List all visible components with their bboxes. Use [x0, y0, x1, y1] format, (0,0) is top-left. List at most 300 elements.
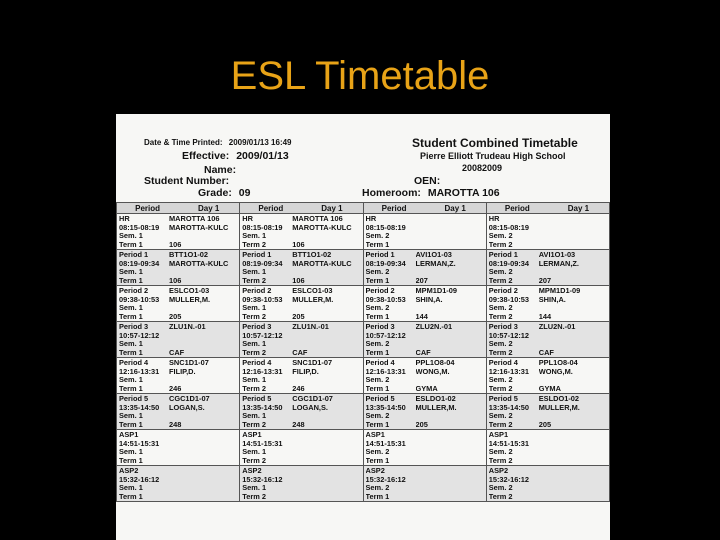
- cell-value: [292, 476, 360, 485]
- timetable-cell: [487, 286, 609, 322]
- cell-line: [119, 412, 237, 421]
- cell-value: [169, 376, 237, 385]
- cell-line: [119, 467, 237, 476]
- cell-line: [119, 251, 237, 260]
- cell-value: SNC1D1-07: [292, 359, 333, 367]
- cell-label: Period 5: [119, 395, 149, 403]
- cell-label: Term 2: [242, 384, 266, 393]
- cell-value: 106: [292, 240, 305, 249]
- cell-line: [242, 224, 360, 233]
- cell-line: [242, 332, 360, 341]
- cell-label: 08:19-09:34: [488, 259, 530, 268]
- cell-value: 248: [292, 420, 305, 429]
- cell-line: [489, 332, 607, 341]
- cell-line: [119, 493, 237, 502]
- cell-label: 09:38-10:53: [242, 295, 283, 304]
- cell-label: Term 1: [119, 492, 143, 501]
- cell-value: [416, 457, 484, 466]
- cell-value: SHIN,A.: [538, 295, 566, 304]
- school-name: Pierre Elliott Trudeau High School: [420, 151, 566, 161]
- cell-label: 15:32-16:12: [488, 475, 530, 484]
- cell-label: 10:57-12:12: [365, 331, 406, 340]
- timetable-cell: [487, 466, 609, 502]
- cell-label: Term 1: [365, 276, 390, 285]
- timetable-cell: [487, 322, 609, 358]
- cell-value: CAF: [292, 348, 308, 357]
- cell-label: Sem. 2: [488, 412, 513, 421]
- cell-value: [292, 448, 360, 457]
- timetable-cell: [240, 214, 362, 250]
- student-number-label: Student Number:: [144, 175, 230, 187]
- cell-label: 09:38-10:53: [365, 295, 406, 304]
- cell-value: CGC1D1-07: [169, 395, 210, 403]
- cell-value: [539, 304, 607, 313]
- cell-value: [169, 232, 237, 241]
- cell-line: [119, 359, 237, 368]
- cell-line: [366, 440, 484, 449]
- cell-value: ZLU2N.-01: [415, 323, 453, 331]
- header-day-label: Day 1: [444, 204, 466, 213]
- cell-value: LOGAN,S.: [169, 403, 205, 412]
- cell-line: [489, 467, 607, 476]
- cell-line: [119, 268, 237, 277]
- cell-value: [416, 476, 484, 485]
- cell-label: Period 3: [242, 323, 272, 331]
- timetable-cell: [117, 466, 239, 502]
- cell-value: [539, 215, 607, 224]
- timetable-cell: [487, 214, 609, 250]
- cell-label: ASP2: [119, 467, 139, 475]
- cell-line: [489, 296, 607, 305]
- cell-label: 08:19-09:34: [365, 259, 406, 268]
- effective-label: Effective:: [182, 150, 230, 162]
- cell-value: [416, 332, 484, 341]
- cell-line: [489, 484, 607, 493]
- cell-value: [169, 268, 237, 277]
- cell-line: [489, 340, 607, 349]
- cell-line: [119, 323, 237, 332]
- cell-value: [539, 241, 607, 250]
- cell-label: Period 3: [119, 323, 149, 331]
- cell-label: Term 2: [242, 276, 266, 285]
- cell-line: [242, 493, 360, 502]
- cell-label: Period 2: [119, 287, 149, 295]
- cell-label: Period 4: [488, 359, 518, 367]
- cell-label: Term 1: [119, 276, 143, 285]
- column-header: [364, 203, 486, 214]
- cell-line: [366, 431, 484, 440]
- cell-value: [169, 484, 237, 493]
- cell-line: [489, 395, 607, 404]
- cell-line: [366, 421, 484, 430]
- cell-line: [242, 440, 360, 449]
- cell-label: ASP2: [365, 467, 385, 475]
- cell-line: [242, 395, 360, 404]
- cell-value: 207: [415, 276, 428, 285]
- cell-line: [489, 404, 607, 413]
- student-number-line: [144, 175, 229, 187]
- cell-label: 08:15-08:19: [119, 223, 160, 232]
- oen-label: OEN:: [414, 175, 441, 187]
- cell-label: Term 1: [119, 384, 143, 393]
- timetable-cell: [487, 394, 609, 430]
- cell-value: [292, 304, 360, 313]
- cell-line: [242, 277, 360, 286]
- header-period-label: Period: [381, 204, 407, 213]
- effective-value: 2009/01/13: [236, 150, 289, 162]
- cell-label: 13:35-14:50: [119, 403, 160, 412]
- cell-label: Term 2: [488, 276, 513, 285]
- cell-value: 144: [415, 312, 428, 321]
- cell-value: [416, 241, 484, 250]
- cell-value: MPM1D1-09: [538, 287, 581, 295]
- cell-value: [416, 232, 484, 241]
- cell-line: [119, 395, 237, 404]
- cell-value: [539, 412, 607, 421]
- cell-value: [539, 493, 607, 502]
- cell-line: [242, 385, 360, 394]
- cell-line: [119, 241, 237, 250]
- cell-label: Term 2: [488, 420, 513, 429]
- cell-label: 14:51-15:31: [119, 439, 160, 448]
- cell-label: 08:15-08:19: [365, 223, 406, 232]
- cell-value: 205: [415, 420, 428, 429]
- cell-value: SNC1D1-07: [169, 359, 209, 367]
- cell-label: Sem. 1: [242, 340, 267, 349]
- header-period-label: Period: [135, 204, 161, 213]
- timetable-cell: [240, 286, 362, 322]
- cell-line: [242, 448, 360, 457]
- cell-label: ASP2: [242, 467, 262, 475]
- print-line: [144, 138, 292, 147]
- cell-value: [416, 412, 484, 421]
- cell-label: 15:32-16:12: [242, 475, 283, 484]
- name-label: Name:: [204, 164, 237, 176]
- header-period-label: Period: [504, 204, 530, 213]
- cell-label: 13:35-14:50: [242, 403, 283, 412]
- cell-line: [489, 448, 607, 457]
- cell-value: SHIN,A.: [415, 295, 443, 304]
- cell-line: [119, 304, 237, 313]
- cell-line: [119, 260, 237, 269]
- cell-label: 10:57-12:12: [242, 331, 283, 340]
- cell-value: MPM1D1-09: [415, 287, 457, 295]
- cell-label: Sem. 1: [119, 448, 143, 457]
- cell-label: Period 5: [242, 395, 272, 403]
- grade-line: [198, 187, 250, 199]
- cell-label: Sem. 2: [488, 232, 513, 241]
- cell-line: [242, 457, 360, 466]
- cell-value: 144: [538, 312, 552, 321]
- timetable-cell: [364, 466, 486, 502]
- timetable-cell: [364, 286, 486, 322]
- cell-line: [489, 440, 607, 449]
- timetable-cell: [240, 322, 362, 358]
- cell-label: Sem. 2: [488, 484, 513, 493]
- cell-value: [292, 467, 360, 476]
- cell-label: Term 2: [242, 312, 266, 321]
- cell-line: [366, 484, 484, 493]
- cell-line: [242, 241, 360, 250]
- cell-label: Period 5: [488, 395, 518, 403]
- cell-value: ESLDO1-02: [415, 395, 456, 403]
- cell-value: MULLER,M.: [292, 295, 334, 304]
- cell-value: [416, 448, 484, 457]
- cell-label: 12:16-13:31: [119, 367, 160, 376]
- cell-label: Period 2: [488, 287, 518, 295]
- cell-value: ZLU1N.-01: [169, 323, 206, 331]
- cell-label: 13:35-14:50: [365, 403, 406, 412]
- cell-label: Sem. 2: [488, 340, 513, 349]
- timetable-cell: [364, 394, 486, 430]
- cell-label: Term 2: [242, 456, 266, 465]
- cell-line: [242, 304, 360, 313]
- cell-label: Sem. 2: [488, 448, 513, 457]
- cell-value: [539, 440, 607, 449]
- cell-value: [416, 484, 484, 493]
- cell-label: Sem. 1: [242, 376, 267, 385]
- cell-line: [366, 412, 484, 421]
- header-day-label: Day 1: [321, 204, 343, 213]
- cell-label: Sem. 1: [119, 376, 143, 385]
- cell-label: Term 2: [488, 312, 513, 321]
- cell-value: ZLU2N.-01: [538, 323, 576, 331]
- timetable-column: [487, 203, 610, 502]
- cell-label: Sem. 2: [365, 484, 390, 493]
- cell-label: Sem. 1: [119, 412, 143, 421]
- cell-label: Term 1: [365, 312, 390, 321]
- cell-label: Period 3: [488, 323, 518, 331]
- cell-line: [119, 296, 237, 305]
- cell-line: [366, 467, 484, 476]
- cell-label: Period 5: [365, 395, 395, 403]
- cell-label: Sem. 1: [242, 268, 267, 277]
- cell-line: [489, 376, 607, 385]
- cell-value: 205: [292, 312, 305, 321]
- oen-line: [414, 175, 440, 187]
- grade-label: Grade:: [198, 187, 232, 199]
- document-header: [116, 114, 610, 202]
- cell-line: [119, 215, 237, 224]
- grade-value: 09: [238, 187, 251, 199]
- cell-line: [242, 467, 360, 476]
- timetable-cell: [117, 358, 239, 394]
- cell-label: 15:32-16:12: [119, 475, 160, 484]
- timetable-cell: [487, 430, 609, 466]
- cell-line: [366, 232, 484, 241]
- cell-label: Period 4: [119, 359, 149, 367]
- cell-line: [489, 385, 607, 394]
- cell-value: [292, 340, 360, 349]
- cell-value: 246: [169, 384, 182, 393]
- cell-label: Period 2: [242, 287, 272, 295]
- cell-value: [292, 457, 360, 466]
- cell-label: HR: [119, 215, 130, 223]
- cell-line: [119, 368, 237, 377]
- timetable-cell: [364, 250, 486, 286]
- cell-value: CAF: [415, 348, 431, 357]
- cell-line: [489, 359, 607, 368]
- cell-line: [366, 277, 484, 286]
- cell-line: [366, 457, 484, 466]
- cell-value: CAF: [169, 348, 185, 357]
- cell-value: AVI1O1-03: [538, 251, 576, 259]
- cell-value: [416, 215, 484, 224]
- cell-value: MAROTTA 106: [292, 215, 343, 223]
- header-period-label: Period: [258, 204, 284, 213]
- cell-label: HR: [242, 215, 253, 223]
- cell-label: ASP1: [242, 431, 262, 439]
- cell-line: [489, 224, 607, 233]
- cell-value: LERMAN,Z.: [538, 259, 579, 268]
- cell-value: AVI1O1-03: [415, 251, 452, 259]
- timetable-cell: [117, 214, 239, 250]
- cell-label: 09:38-10:53: [119, 295, 160, 304]
- cell-line: [242, 476, 360, 485]
- cell-line: [366, 340, 484, 349]
- cell-label: Sem. 2: [365, 268, 390, 277]
- slide-title: ESL Timetable: [230, 54, 490, 98]
- cell-line: [366, 385, 484, 394]
- cell-label: 08:15-08:19: [242, 223, 283, 232]
- timetable-cell: [240, 250, 362, 286]
- cell-value: CGC1D1-07: [292, 395, 333, 403]
- cell-line: [366, 287, 484, 296]
- cell-line: [366, 313, 484, 322]
- cell-label: Sem. 1: [119, 268, 143, 277]
- cell-line: [119, 431, 237, 440]
- cell-label: Sem. 2: [365, 304, 390, 313]
- cell-line: [242, 376, 360, 385]
- cell-value: LERMAN,Z.: [415, 259, 456, 268]
- cell-line: [242, 404, 360, 413]
- cell-label: Term 1: [119, 456, 143, 465]
- document-heading: Student Combined Timetable: [412, 136, 578, 150]
- timetable-cell: [364, 430, 486, 466]
- cell-line: [119, 287, 237, 296]
- cell-value: PPL1O8-04: [415, 359, 455, 367]
- cell-value: GYMA: [538, 384, 561, 393]
- cell-line: [119, 313, 237, 322]
- cell-line: [366, 448, 484, 457]
- cell-label: Period 1: [365, 251, 395, 259]
- cell-line: [489, 260, 607, 269]
- cell-value: [416, 376, 484, 385]
- timetable-column: [240, 203, 363, 502]
- cell-label: ASP1: [365, 431, 385, 439]
- cell-line: [489, 457, 607, 466]
- cell-value: MULLER,M.: [415, 403, 457, 412]
- cell-value: 205: [169, 312, 182, 321]
- cell-value: BTT1O1-02: [292, 251, 332, 259]
- cell-value: [539, 484, 607, 493]
- cell-value: [539, 268, 607, 277]
- cell-line: [489, 368, 607, 377]
- cell-label: Sem. 1: [242, 412, 267, 421]
- cell-label: 08:15-08:19: [488, 223, 530, 232]
- timetable-grid: [116, 202, 610, 502]
- cell-value: [416, 224, 484, 233]
- cell-label: Sem. 2: [365, 340, 390, 349]
- cell-line: [119, 440, 237, 449]
- cell-label: Sem. 1: [119, 484, 143, 493]
- cell-value: [169, 476, 237, 485]
- cell-label: Period 1: [119, 251, 149, 259]
- cell-line: [119, 232, 237, 241]
- cell-line: [242, 368, 360, 377]
- column-header: [487, 203, 609, 214]
- cell-label: Term 2: [488, 348, 513, 357]
- timetable-cell: [240, 358, 362, 394]
- cell-value: [416, 268, 484, 277]
- cell-value: [292, 332, 360, 341]
- cell-label: 08:19-09:34: [242, 259, 283, 268]
- cell-line: [242, 323, 360, 332]
- cell-value: [416, 493, 484, 502]
- cell-value: [169, 457, 237, 466]
- cell-label: Period 1: [242, 251, 272, 259]
- cell-label: Term 2: [488, 456, 513, 465]
- cell-value: [169, 440, 237, 449]
- cell-label: Term 2: [242, 240, 266, 249]
- cell-label: Sem. 2: [488, 304, 513, 313]
- cell-label: 15:32-16:12: [365, 475, 406, 484]
- cell-value: GYMA: [415, 384, 438, 393]
- cell-value: 248: [169, 420, 182, 429]
- effective-line: [182, 150, 289, 162]
- cell-value: FILIP,D.: [169, 367, 196, 376]
- timetable-column: [364, 203, 487, 502]
- cell-label: 10:57-12:12: [119, 331, 160, 340]
- cell-label: Term 1: [365, 456, 390, 465]
- cell-value: ZLU1N.-01: [292, 323, 329, 331]
- cell-line: [119, 457, 237, 466]
- cell-line: [366, 395, 484, 404]
- cell-line: [366, 268, 484, 277]
- cell-line: [366, 376, 484, 385]
- cell-line: [242, 421, 360, 430]
- cell-line: [489, 313, 607, 322]
- cell-label: Term 1: [365, 492, 390, 501]
- cell-line: [119, 277, 237, 286]
- cell-value: WONG,M.: [415, 367, 450, 376]
- cell-label: Term 1: [119, 348, 143, 357]
- cell-label: Sem. 2: [365, 376, 390, 385]
- cell-value: ESLDO1-02: [538, 395, 580, 403]
- cell-label: Sem. 1: [119, 304, 143, 313]
- cell-line: [242, 268, 360, 277]
- cell-line: [366, 349, 484, 358]
- cell-label: Sem. 1: [242, 232, 267, 241]
- cell-line: [366, 493, 484, 502]
- timetable-cell: [240, 394, 362, 430]
- cell-value: [292, 493, 360, 502]
- cell-line: [366, 323, 484, 332]
- cell-label: 10:57-12:12: [488, 331, 530, 340]
- cell-value: [539, 476, 607, 485]
- cell-value: [292, 376, 360, 385]
- cell-label: Period 4: [365, 359, 395, 367]
- cell-value: [539, 232, 607, 241]
- cell-value: [169, 467, 237, 476]
- cell-value: [539, 457, 607, 466]
- cell-label: Sem. 1: [242, 304, 267, 313]
- cell-label: Term 2: [242, 348, 266, 357]
- timetable-document: [116, 114, 610, 540]
- cell-label: Term 2: [242, 420, 266, 429]
- homeroom-line: [362, 187, 500, 199]
- cell-label: Sem. 2: [488, 268, 513, 277]
